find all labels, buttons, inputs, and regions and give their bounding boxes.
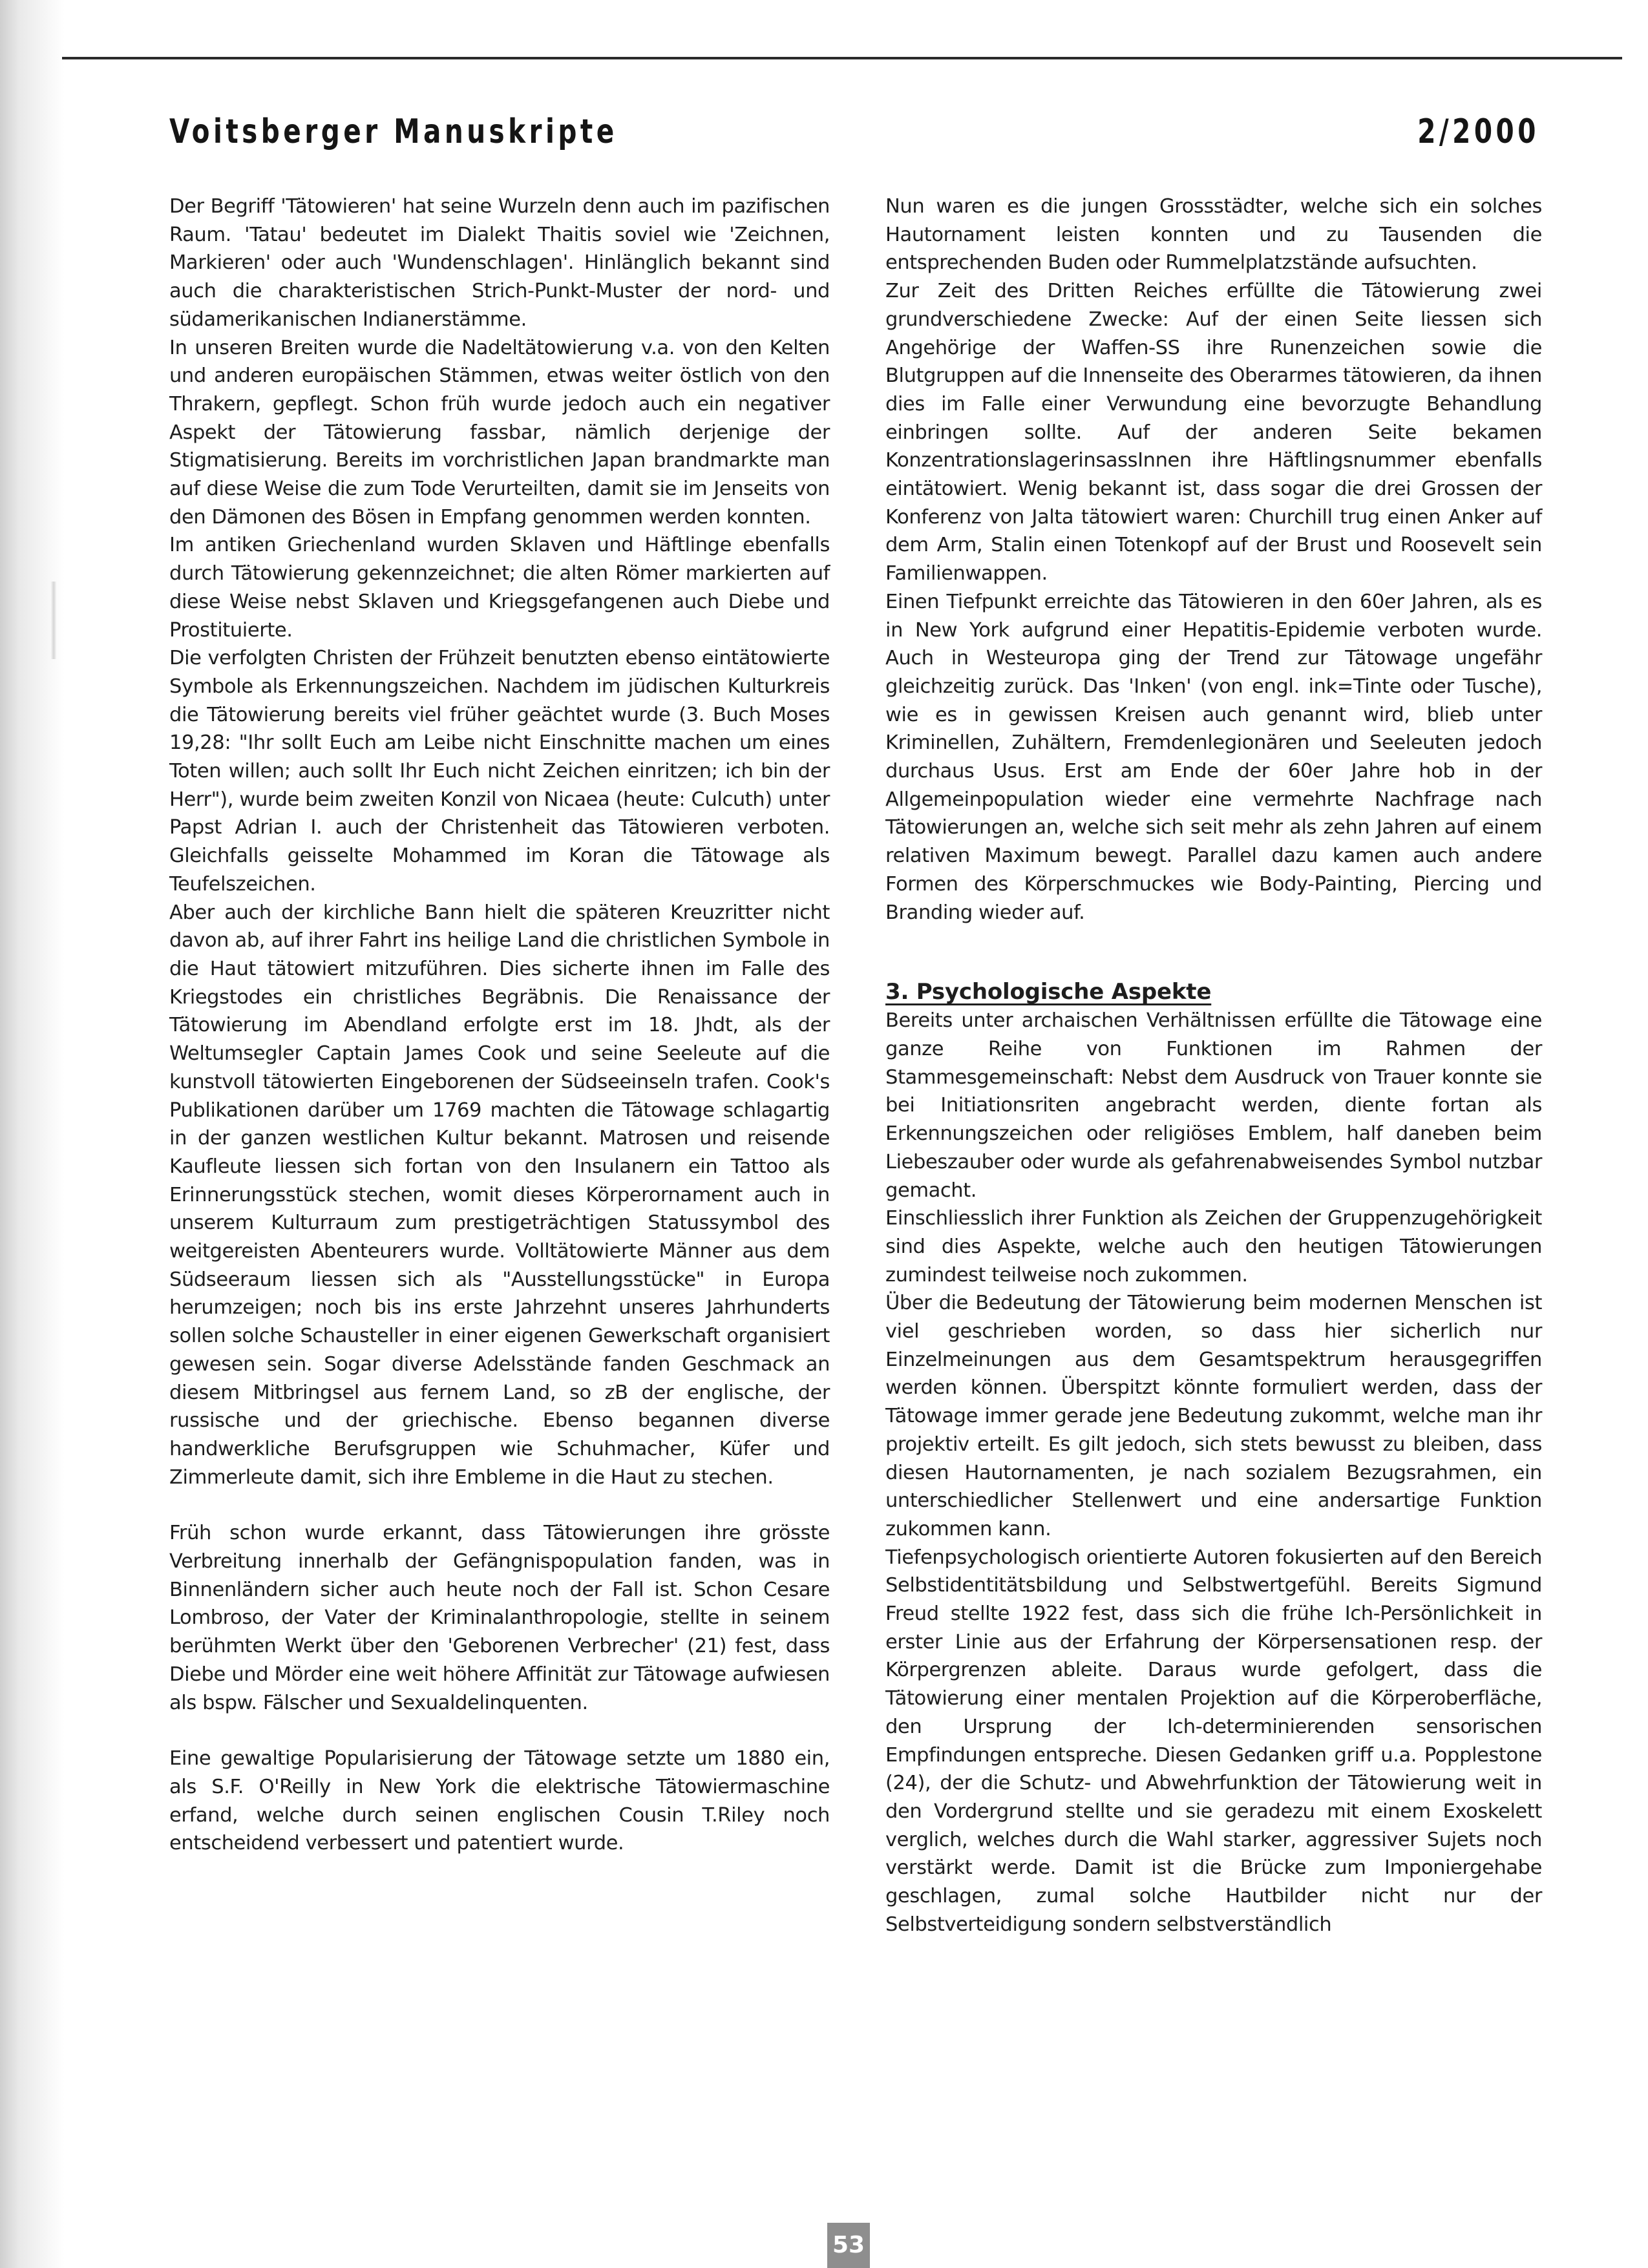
paragraph: Einschliesslich ihrer Funktion als Zeichen der Gruppenzugehörigkeit sind dies Aspekte, welche auch den heutigen Tätowierungen zumindest teilweise noch zukommen. (885, 1207, 1542, 1286)
paragraph-gap (169, 1717, 830, 1745)
paragraph: Einen Tiefpunkt erreichte das Tätowieren in den 60er Jahren, als es in New York aufgrund einer Hepatitis-Epidemie verboten wurde. Auch in Westeuropa ging der Trend zur Tätowage ungefähr gleichzeitig zurück. Das 'Inken' (von engl. ink=Tinte oder Tusche), wie es in gewissen Kreisen auch genannt wird, blieb unter Kriminellen, Zuhältern, Fremdenlegionären und Seeleuten jedoch durchaus Usus. Erst am Ende der 60er Jahre hob in der Allgemeinpopulation wieder eine vermehrte Nachfrage nach Tätowierungen an, welche sich seit mehr als zehn Jahren auf einem relativen Maximum bewegt. Parallel dazu kamen auch andere Formen des Körperschmuckes wie Body-Painting, Piercing und Branding wieder auf. (885, 590, 1542, 924)
paragraph: In unseren Breiten wurde die Nadeltätowierung v.a. von den Kelten und anderen europäischen Stämmen, etwas weiter östlich von den Thrakern, gepflegt. Schon früh wurde jedoch auch ein negativer Aspekt der Tätowierung fassbar, nämlich derjenige der Stigmatisierung. Bereits im vorchristlichen Japan brandmarkte man auf diese Weise die zum Tode Verurteilten, damit sie im Jenseits von den Dämonen des Bösen in Empfang genommen werden konnten. (169, 336, 830, 529)
paragraph: Aber auch der kirchliche Bann hielt die späteren Kreuzritter nicht davon ab, auf ihrer Fahrt ins heilige Land die christlichen Symbole in die Haut tätowiert mitzuführen. Dies sicherte ihnen im Falle des Kriegstodes ein christliches Begräbnis. Die Renaissance der Tätowierung im Abendland erfolgte erst im 18. Jhdt, als der Weltumsegler Captain James Cook und seine Seeleute auf die kunstvoll tätowierten Eingeborenen der Südseeinseln trafen. Cook's Publikationen darüber um 1769 machten die Tätowage schlagartig in der ganzen westlichen Kultur bekannt. Matrosen und reisende Kaufleute liessen sich fortan von den Insulanern ein Tattoo als Erinnerungsstück stechen, womit dieses Körperornament auch in unserem Kulturraum zum prestigeträchtigen Statussymbol des weitgereisten Abenteurers wurde. Volltätowierte Männer aus dem Südseeraum liessen sich als "Ausstellungsstücke" in Europa herumzeigen; noch bis ins erste Jahrzehnt unseres Jahrhunderts sollen solche Schausteller in einer eigenen Gewerkschaft organisiert gewesen sein. Sogar diverse Adelsstände fanden Geschmack an diesem Mitbringsel aus fernem Land, so zB der englische, der russische und der griechische. Ebenso begannen diverse handwerkliche Berufsgruppen wie Schuhmacher, Küfer und Zimmerleute damit, sich ihre Embleme in die Haut zu stechen. (169, 901, 830, 1489)
header-rule (62, 57, 1622, 59)
paragraph: Nun waren es die jungen Grossstädter, welche sich ein solches Hautornament leisten konnten und zu Tausenden die entsprechenden Buden oder Rummelplatzstände aufsuchten. (885, 195, 1542, 275)
paragraph: Zur Zeit des Dritten Reiches erfüllte die Tätowierung zwei grundverschiedene Zwecke: Auf der einen Seite liessen sich Angehörige der Waffen-SS ihre Runenzeichen sowie die Blutgruppen auf die Innenseite des Oberarmes tätowieren, da ihnen dies im Falle einer Verwundung eine bevorzugte Behandlung einbringen sollte. Auf der anderen Seite bekamen KonzentrationslagerinsassInnen ihre Häftlingsnummer ebenfalls eintätowiert. Wenig bekannt ist, dass sogar die drei Grossen der Konferenz von Jalta tätowiert waren: Churchill trug einen Anker auf dem Arm, Stalin einen Totenkopf auf der Brust und Roosevelt sein Familienwappen. (885, 280, 1542, 585)
section-heading: 3. Psychologische Aspekte (885, 979, 1212, 1005)
paragraph: Tiefenpsychologisch orientierte Autoren fokusierten auf den Bereich Selbstidentitätsbildung und Selbstwertgefühl. Bereits Sigmund Freud stellte 1922 fest, dass sich die frühe Ich-Persönlichkeit in erster Linie aus der Erfahrung der Körpersensationen resp. der Körpergrenzen ableite. Daraus wurde gefolgert, dass die Tätowierung einer mentalen Projektion auf die Körperoberfläche, den Ursprung der Ich-determinierenden sensorischen Empfindungen entspreche. Diesen Gedanken griff u.a. Popplestone (24), der die Schutz- und Abwehrfunktion der Tätowierung weit in den Vordergrund stellte und sie geradezu mit einem Exoskelett verglich, welches durch die Wahl starker, aggressiver Sujets noch verstärkt werde. Damit ist die Brücke zum Imponiergehabe geschlagen, zumal solche Hautbilder nicht nur der Selbstverteidigung sondern selbstverständlich (885, 1546, 1542, 1936)
right-column (885, 193, 1542, 1938)
journal-title: Voitsberger Manuskripte (169, 112, 618, 151)
paragraph: Im antiken Griechenland wurden Sklaven und Häftlinge ebenfalls durch Tätowierung gekennzeichnet; die alten Römer markierten auf diese Weise nebst Sklaven und Kriegsgefangenen auch Diebe und Prostituierte. (169, 534, 830, 642)
paragraph-gap (169, 1491, 830, 1519)
left-column (169, 193, 830, 1858)
scan-fold-shadow (50, 582, 57, 659)
paragraph: Eine gewaltige Popularisierung der Tätowage setzte um 1880 ein, als S.F. O'Reilly in New York die elektrische Tätowiermaschine erfand, welche durch seinen englischen Cousin T.Riley noch entscheidend verbessert und patentiert wurde. (169, 1747, 830, 1855)
issue-number: 2/2000 (1417, 112, 1539, 151)
paragraph: Über die Bedeutung der Tätowierung beim modernen Menschen ist viel geschrieben worden, so dass hier sicherlich nur Einzelmeinungen aus dem Gesamtspektrum herausgegriffen werden können. Überspitzt könnte formuliert werden, dass der Tätowage immer gerade jene Bedeutung zukommt, welche man ihr projektiv erteilt. Es gilt jedoch, sich stets bewusst zu bleiben, dass diesen Hautornamenten, je nach sozialem Bezugsrahmen, ein unterschiedlicher Stellenwert und eine andersartige Funktion zukommen kann. (885, 1292, 1542, 1540)
paragraph: Bereits unter archaischen Verhältnissen erfüllte die Tätowage eine ganze Reihe von Funktionen im Rahmen der Stammesgemeinschaft: Nebst dem Ausdruck von Trauer konnte sie bei Initiationsriten angebracht werden, diente fortan als Erkennungszeichen oder religiöses Emblem, half daneben beim Liebeszauber oder wurde als gefahrenabweisendes Symbol nutzbar gemacht. (885, 1009, 1542, 1202)
page-number: 53 (827, 2223, 870, 2268)
paragraph: Der Begriff 'Tätowieren' hat seine Wurzeln denn auch im pazifischen Raum. 'Tatau' bedeutet im Dialekt Thaitis soviel wie 'Zeichnen, Markieren' oder auch 'Wundenschlagen'. Hinlänglich bekannt sind auch die charakteristischen Strich-Punkt-Muster der nord- und südamerikanischen Indianerstämme. (169, 195, 830, 331)
paragraph: Die verfolgten Christen der Frühzeit benutzten ebenso eintätowierte Symbole als Erkennungszeichen. Nachdem im jüdischen Kulturkreis die Tätowierung bereits viel früher geächtet wurde (3. Buch Moses 19,28: "Ihr sollt Euch am Leibe nicht Einschnitte machen um eines Toten willen; auch sollt Ihr Euch nicht Zeichen einritzen; ich bin der Herr"), wurde beim zweiten Konzil von Nicaea (heute: Culcuth) unter Papst Adrian I. auch der Christenheit das Tätowieren verboten. Gleichfalls geisselte Mohammed im Koran die Tätowage als Teufelszeichen. (169, 647, 830, 896)
scan-page-edge (0, 0, 65, 2268)
paragraph: Früh schon wurde erkannt, dass Tätowierungen ihre grösste Verbreitung innerhalb der Gefängnispopulation fanden, was in Binnenländern sicher auch heute noch der Fall ist. Schon Cesare Lombroso, der Vater der Kriminalanthropologie, stellte in seinem berühmten Werkt über den 'Geborenen Verbrecher' (21) fest, dass Diebe und Mörder eine weit höhere Affinität zur Tätowage aufwiesen als bspw. Fälscher und Sexualdelinquenten. (169, 1522, 830, 1714)
